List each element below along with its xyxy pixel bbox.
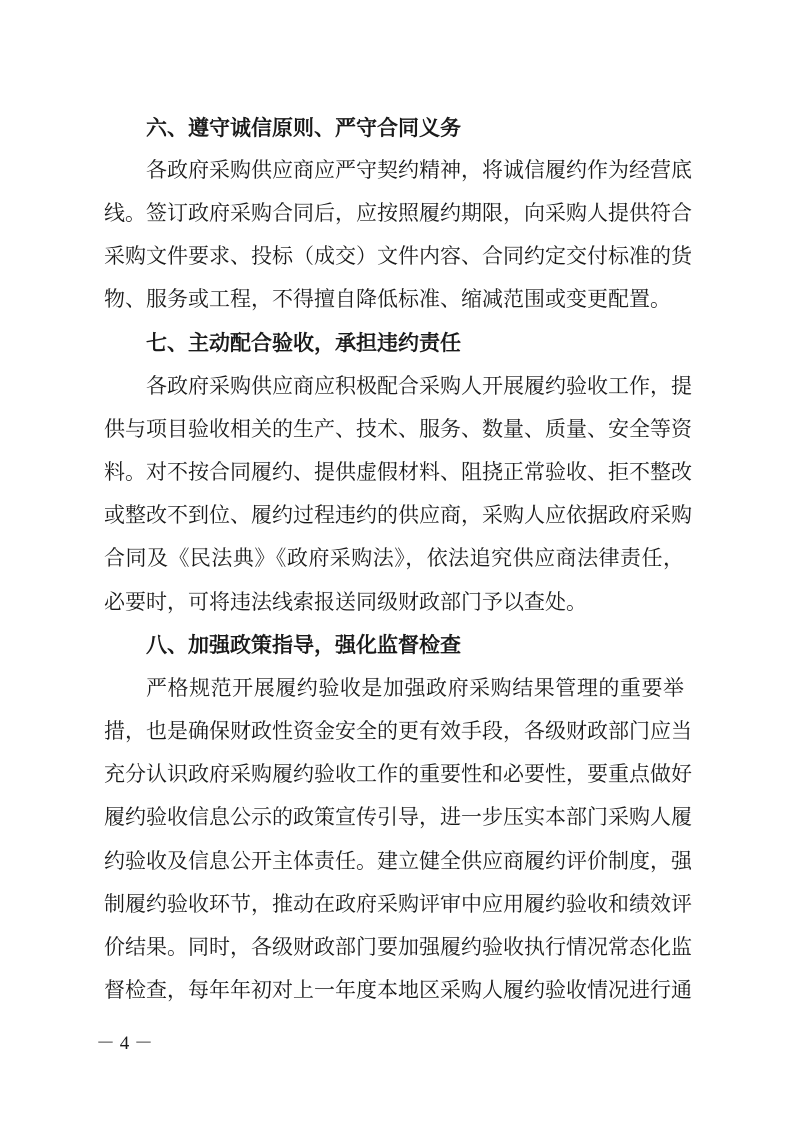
section-6-heading: 六、遵守诚信原则、严守合同义务 — [146, 116, 461, 140]
section-6-line-1: 各政府采购供应商应严守契约精神，将诚信履约作为经营底 — [146, 158, 692, 182]
section-8-line-2: 措，也是确保财政性资金安全的更有效手段，各级财政部门应当 — [104, 719, 692, 743]
section-8-line-6: 制履约验收环节，推动在政府采购评审中应用履约验收和绩效评 — [104, 892, 692, 916]
section-8-line-4: 履约验收信息公示的政策宣传引导，进一步压实本部门采购人履 — [104, 805, 692, 829]
section-8-heading: 八、加强政策指导，强化监督检查 — [146, 633, 461, 657]
section-7-line-4: 或整改不到位、履约过程违约的供应商，采购人应依据政府采购 — [104, 503, 692, 527]
section-6-line-3: 采购文件要求、投标（成交）文件内容、合同约定交付标准的货 — [104, 244, 692, 268]
section-7-line-2: 供与项目验收相关的生产、技术、服务、数量、质量、安全等资 — [104, 417, 692, 441]
section-8-line-5: 约验收及信息公开主体责任。建立健全供应商履约评价制度，强 — [104, 849, 692, 873]
section-8-line-7: 价结果。同时，各级财政部门要加强履约验收执行情况常态化监 — [104, 935, 692, 959]
section-7-heading: 七、主动配合验收，承担违约责任 — [146, 331, 461, 355]
section-6-line-4: 物、服务或工程，不得擅自降低标准、缩减范围或变更配置。 — [104, 287, 671, 311]
section-8-line-3: 充分认识政府采购履约验收工作的重要性和必要性，要重点做好 — [104, 762, 692, 786]
section-7-line-1: 各政府采购供应商应积极配合采购人开展履约验收工作，提 — [146, 374, 692, 398]
section-7-line-6: 必要时，可将违法线索报送同级财政部门予以查处。 — [104, 590, 587, 614]
section-8-line-1: 严格规范开展履约验收是加强政府采购结果管理的重要举 — [146, 676, 684, 700]
page-number: － 4 － — [96, 1033, 154, 1054]
section-7-line-3: 料。对不按合同履约、提供虚假材料、阻挠正常验收、拒不整改 — [104, 460, 692, 484]
section-7-line-5: 合同及《民法典》《政府采购法》，依法追究供应商法律责任， — [104, 546, 684, 570]
section-6-line-2: 线。签订政府采购合同后，应按照履约期限，向采购人提供符合 — [104, 201, 692, 225]
section-8-line-8: 督检查，每年年初对上一年度本地区采购人履约验收情况进行通 — [104, 978, 692, 1002]
